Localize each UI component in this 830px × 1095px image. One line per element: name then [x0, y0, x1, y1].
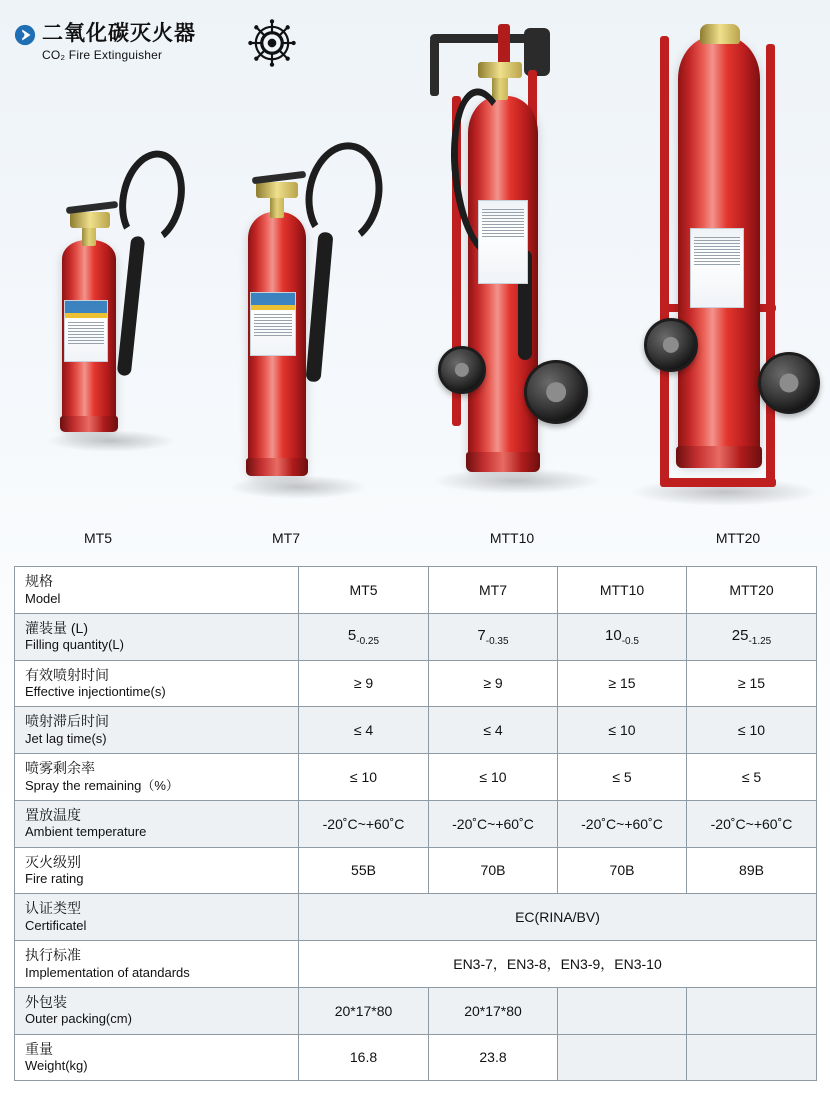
- row-header-fire-rating: 灭火级别 Fire rating: [15, 847, 299, 894]
- table-row: [15, 941, 817, 988]
- row-header-effective-injection-time: 有效喷射时间 Effective injectiontime(s): [15, 660, 299, 707]
- row-header-model: 规格 Model: [15, 567, 299, 614]
- cell-jetlag-mtt10: ≤ 10: [558, 707, 687, 754]
- cell-model-mtt20: MTT20: [687, 567, 817, 614]
- cell-weight-mt5: 16.8: [299, 1034, 429, 1081]
- table-row: [15, 894, 817, 941]
- cell-model-mt5: MT5: [299, 567, 429, 614]
- table-row: [15, 567, 817, 614]
- page-title-en: CO₂ Fire Extinguisher: [42, 48, 163, 63]
- cell-temp-mtt20: -20˚C~+60˚C: [687, 800, 817, 847]
- row-header-filling-quantity: 灌装量 (L) Filling quantity(L): [15, 613, 299, 660]
- table-row: [15, 1034, 817, 1081]
- cell-jetlag-mt7: ≤ 4: [429, 707, 558, 754]
- row-header-jet-lag-time: 喷射滞后时间 Jet lag time(s): [15, 707, 299, 754]
- cell-injection-mt7: ≥ 9: [429, 660, 558, 707]
- table-row: [15, 754, 817, 801]
- table-row: [15, 847, 817, 894]
- cell-rating-mt5: 55B: [299, 847, 429, 894]
- page-title-cn: 二氧化碳灭火器: [42, 22, 196, 45]
- cell-packing-mtt20: [687, 987, 817, 1034]
- cell-rating-mtt10: 70B: [558, 847, 687, 894]
- cell-weight-mt7: 23.8: [429, 1034, 558, 1081]
- row-header-outer-packing: 外包装 Outer packing(cm): [15, 987, 299, 1034]
- cell-injection-mtt20: ≥ 15: [687, 660, 817, 707]
- caption-mtt20: MTT20: [715, 530, 761, 546]
- cell-standards-all: EN3-7，EN3-8，EN3-9，EN3-10: [299, 941, 817, 988]
- cell-weight-mtt10: [558, 1034, 687, 1081]
- cell-injection-mt5: ≥ 9: [299, 660, 429, 707]
- cell-rating-mt7: 70B: [429, 847, 558, 894]
- cell-packing-mt5: 20*17*80: [299, 987, 429, 1034]
- table-row: [15, 707, 817, 754]
- cell-filling-mtt10: $10_{-0.5}$: [558, 613, 687, 660]
- row-header-certificate: 认证类型 Certificatel: [15, 894, 299, 941]
- cell-filling-mtt20: $25_{-1.25}$: [687, 613, 817, 660]
- cell-packing-mtt10: [558, 987, 687, 1034]
- cell-model-mtt10: MTT10: [558, 567, 687, 614]
- cell-remaining-mt5: ≤ 10: [299, 754, 429, 801]
- cell-remaining-mtt10: ≤ 5: [558, 754, 687, 801]
- row-header-weight: 重量 Weight(kg): [15, 1034, 299, 1081]
- cell-temp-mt5: -20˚C~+60˚C: [299, 800, 429, 847]
- cell-model-mt7: MT7: [429, 567, 558, 614]
- caption-mtt10: MTT10: [489, 530, 535, 546]
- specification-table: [14, 566, 816, 1081]
- cell-temp-mt7: -20˚C~+60˚C: [429, 800, 558, 847]
- table-row: [15, 660, 817, 707]
- row-header-spray-remaining: 喷雾剩余率 Spray the remaining（%）: [15, 754, 299, 801]
- cell-packing-mt7: 20*17*80: [429, 987, 558, 1034]
- cell-jetlag-mt5: ≤ 4: [299, 707, 429, 754]
- cell-remaining-mtt20: ≤ 5: [687, 754, 817, 801]
- cell-filling-mt5: $5_{-0.25}$: [299, 613, 429, 660]
- cell-jetlag-mtt20: ≤ 10: [687, 707, 817, 754]
- caption-mt5: MT5: [84, 530, 112, 546]
- table-row: [15, 613, 817, 660]
- table-row: [15, 800, 817, 847]
- cell-weight-mtt20: [687, 1034, 817, 1081]
- row-header-standards: 执行标准 Implementation of atandards: [15, 941, 299, 988]
- cell-remaining-mt7: ≤ 10: [429, 754, 558, 801]
- cell-temp-mtt10: -20˚C~+60˚C: [558, 800, 687, 847]
- row-header-ambient-temperature: 置放温度 Ambient temperature: [15, 800, 299, 847]
- cell-filling-mt7: $7_{-0.35}$: [429, 613, 558, 660]
- caption-mt7: MT7: [272, 530, 300, 546]
- cell-rating-mtt20: 89B: [687, 847, 817, 894]
- table-row: [15, 987, 817, 1034]
- cell-injection-mtt10: ≥ 15: [558, 660, 687, 707]
- cell-certificate-all: EC(RINA/BV): [299, 894, 817, 941]
